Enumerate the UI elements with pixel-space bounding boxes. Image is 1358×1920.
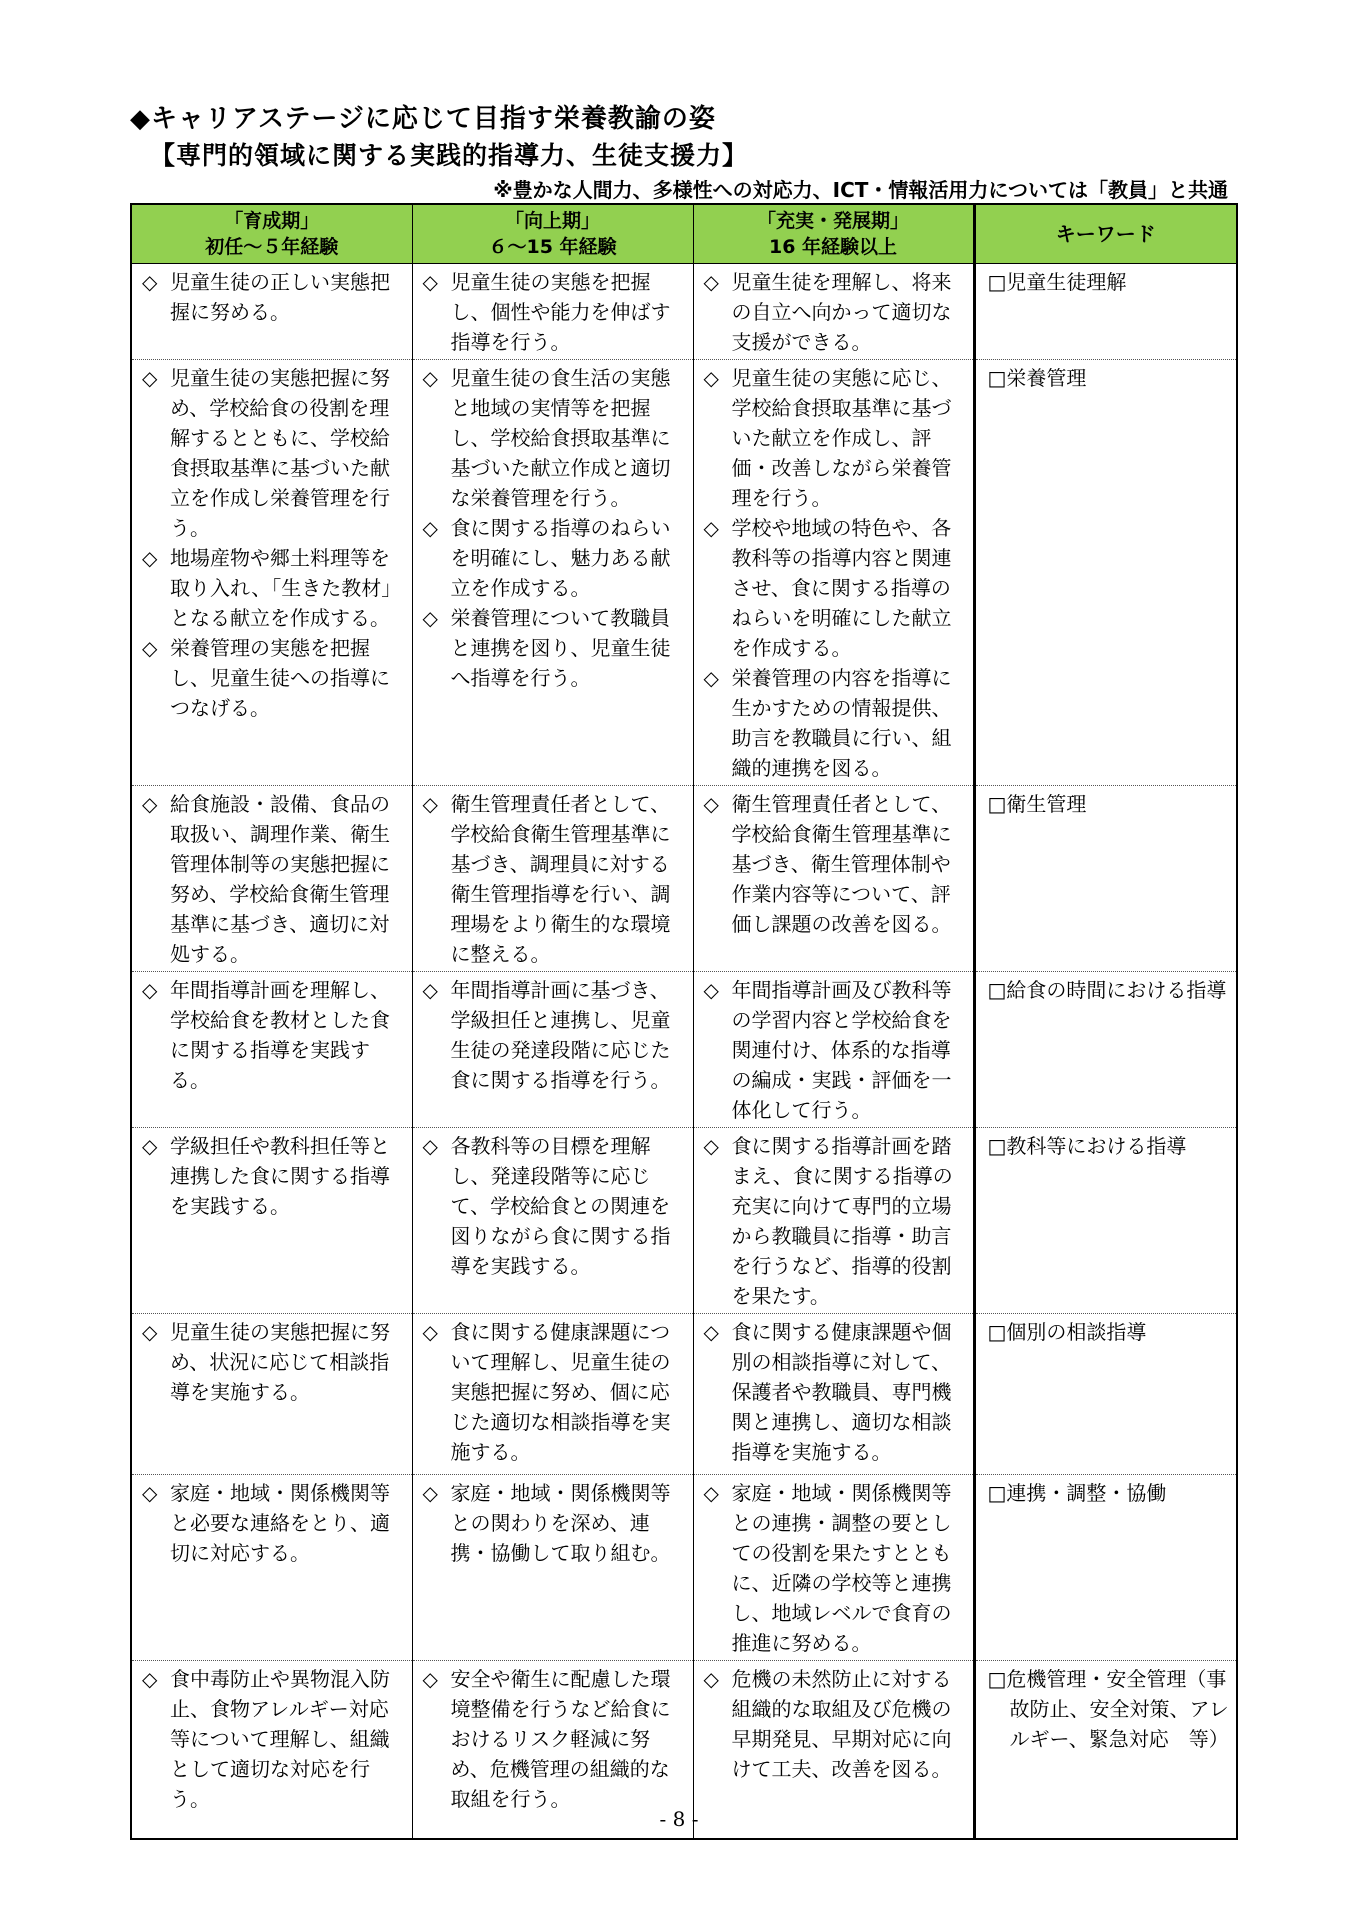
diamond-bullet-icon: ◇ bbox=[422, 270, 438, 294]
bullet-item bbox=[423, 363, 687, 513]
diamond-bullet-icon: ◇ bbox=[703, 1667, 719, 1691]
stage-cell bbox=[131, 1128, 412, 1314]
header-keyword: キーワード bbox=[974, 204, 1237, 264]
stage-cell bbox=[131, 786, 412, 972]
bullet-item bbox=[704, 1664, 967, 1784]
stage-cell bbox=[693, 360, 974, 786]
stage-cell bbox=[693, 1475, 974, 1661]
item-text: 家庭・地域・関係機関等と必要な連絡をとり、適切に対応する。 bbox=[170, 1481, 390, 1565]
diamond-bullet-icon: ◇ bbox=[422, 792, 438, 816]
stage-cell bbox=[412, 972, 693, 1128]
item-text: 児童生徒の実態把握に努め、状況に応じて相談指導を実施する。 bbox=[170, 1320, 390, 1404]
item-text: 地場産物や郷土料理等を取り入れ、「生きた教材」となる献立を作成する。 bbox=[170, 546, 402, 630]
bullet-item bbox=[423, 789, 687, 969]
diamond-bullet-icon: ◇ bbox=[422, 1320, 438, 1344]
diamond-bullet-icon: ◇ bbox=[703, 1481, 719, 1505]
keyword-text: □教科等における指導 bbox=[987, 1134, 1187, 1158]
diamond-bullet-icon: ◇ bbox=[422, 366, 438, 390]
diamond-bullet-icon: ◇ bbox=[142, 270, 158, 294]
item-text: 栄養管理の実態を把握し、児童生徒への指導につなげる。 bbox=[170, 636, 390, 720]
diamond-bullet-icon: ◇ bbox=[142, 978, 158, 1002]
diamond-bullet-icon: ◇ bbox=[142, 366, 158, 390]
keyword-text: □個別の相談指導 bbox=[987, 1320, 1147, 1344]
table-row bbox=[131, 360, 1237, 786]
table-row bbox=[131, 1128, 1237, 1314]
keyword-cell bbox=[974, 1128, 1237, 1314]
bullet-item bbox=[142, 633, 406, 723]
bullet-item bbox=[142, 789, 406, 969]
bullet-item bbox=[423, 267, 687, 357]
bullet-item bbox=[704, 1478, 967, 1658]
stage-cell bbox=[693, 264, 974, 360]
diamond-bullet-icon: ◇ bbox=[703, 270, 719, 294]
bullet-item bbox=[142, 1478, 406, 1568]
diamond-bullet-icon: ◇ bbox=[142, 1134, 158, 1158]
stage-cell bbox=[131, 1314, 412, 1475]
bullet-item bbox=[142, 975, 406, 1095]
item-text: 学校や地域の特色や、各教科等の指導内容と関連させ、食に関する指導のねらいを明確にした献立を作成する。 bbox=[731, 516, 952, 660]
stage-cell bbox=[693, 1314, 974, 1475]
item-text: 児童生徒を理解し、将来の自立へ向かって適切な支援ができる。 bbox=[731, 270, 952, 354]
bullet-item bbox=[142, 1664, 406, 1814]
keyword-cell bbox=[974, 1314, 1237, 1475]
item-text: 家庭・地域・関係機関等との連携・調整の要としての役割を果たすとともに、近隣の学校等と連携し、地域レベルで食育の推進に努める。 bbox=[731, 1481, 952, 1655]
diamond-bullet-icon: ◇ bbox=[703, 516, 719, 540]
keyword-cell bbox=[974, 1475, 1237, 1661]
section-subtitle: 【専門的領域に関する実践的指導力、生徒支援力】 bbox=[150, 141, 749, 170]
item-text: 危機の未然防止に対する組織的な取組及び危機の早期発見、早期対応に向けて工夫、改善を図る。 bbox=[731, 1667, 952, 1781]
diamond-bullet-icon: ◇ bbox=[142, 636, 158, 660]
stage-cell bbox=[412, 1128, 693, 1314]
item-text: 安全や衛生に配慮した環境整備を行うなど給食におけるリスク軽減に努め、危機管理の組織的な取組を行う。 bbox=[450, 1667, 671, 1811]
bullet-item bbox=[423, 1664, 687, 1814]
item-text: 衛生管理責任者として、学校給食衛生管理基準に基づき、調理員に対する衛生管理指導を行い、調理場をより衛生的な環境に整える。 bbox=[450, 792, 671, 966]
bullet-item bbox=[704, 1131, 967, 1311]
item-text: 児童生徒の実態に応じ、学校給食摂取基準に基づいた献立を作成し、評価・改善しながら栄養管理を行う。 bbox=[731, 366, 952, 510]
page-title: ◆キャリアステージに応じて目指す栄養教諭の姿 bbox=[130, 104, 716, 134]
diamond-bullet-icon: ◇ bbox=[142, 1481, 158, 1505]
item-text: 給食施設・設備、食品の取扱い、調理作業、衛生管理体制等の実態把握に努め、学校給食衛生管理基準に基づき、適切に対処する。 bbox=[170, 792, 390, 966]
table-row bbox=[131, 264, 1237, 360]
diamond-bullet-icon: ◇ bbox=[422, 1667, 438, 1691]
bullet-item bbox=[704, 789, 967, 939]
keyword-text: □危機管理・安全管理（事故防止、安全対策、アレルギー、緊急対応 等） bbox=[987, 1667, 1229, 1751]
stage-cell bbox=[131, 1475, 412, 1661]
diamond-bullet-icon: ◇ bbox=[703, 1134, 719, 1158]
diamond-bullet-icon: ◇ bbox=[422, 516, 438, 540]
diamond-bullet-icon: ◇ bbox=[142, 792, 158, 816]
header-jujitsu: 「充実・発展期」 16 年経験以上 bbox=[693, 204, 974, 264]
bullet-item bbox=[142, 543, 406, 633]
table-row bbox=[131, 786, 1237, 972]
bullet-item bbox=[142, 363, 406, 543]
item-text: 食に関する健康課題について理解し、児童生徒の実態把握に努め、個に応じた適切な相談指導を実施する。 bbox=[450, 1320, 671, 1464]
keyword-text: □衛生管理 bbox=[987, 792, 1087, 816]
table-header-row bbox=[131, 204, 1237, 264]
stage-cell bbox=[412, 1475, 693, 1661]
diamond-bullet-icon: ◇ bbox=[142, 1667, 158, 1691]
bullet-item bbox=[704, 513, 967, 663]
stage-cell bbox=[693, 786, 974, 972]
diamond-bullet-icon: ◇ bbox=[422, 606, 438, 630]
keyword-text: □児童生徒理解 bbox=[987, 270, 1127, 294]
item-text: 食に関する健康課題や個別の相談指導に対して、保護者や教職員、専門機関と連携し、適切な相談指導を実施する。 bbox=[731, 1320, 952, 1464]
stage-cell bbox=[412, 786, 693, 972]
item-text: 年間指導計画に基づき、学級担任と連携し、児童生徒の発達段階に応じた食に関する指導を行う。 bbox=[450, 978, 671, 1092]
bullet-item bbox=[423, 513, 687, 603]
bullet-item bbox=[704, 663, 967, 783]
keyword-cell bbox=[974, 360, 1237, 786]
item-text: 児童生徒の食生活の実態と地域の実情等を把握し、学校給食摂取基準に基づいた献立作成と適切な栄養管理を行う。 bbox=[450, 366, 671, 510]
item-text: 栄養管理の内容を指導に生かすための情報提供、助言を教職員に行い、組織的連携を図る。 bbox=[731, 666, 952, 780]
table-row bbox=[131, 1475, 1237, 1661]
diamond-bullet-icon: ◇ bbox=[703, 666, 719, 690]
item-text: 各教科等の目標を理解し、発達段階等に応じて、学校給食との関連を図りながら食に関する指導を実践する。 bbox=[450, 1134, 671, 1278]
bullet-item bbox=[423, 1478, 687, 1568]
item-text: 児童生徒の実態を把握し、個性や能力を伸ばす指導を行う。 bbox=[450, 270, 671, 354]
diamond-bullet-icon: ◇ bbox=[703, 792, 719, 816]
stage-cell bbox=[131, 360, 412, 786]
stage-cell bbox=[412, 360, 693, 786]
keyword-text: □給食の時間における指導 bbox=[987, 978, 1227, 1002]
keyword-cell bbox=[974, 786, 1237, 972]
bullet-item bbox=[423, 603, 687, 693]
table-row bbox=[131, 972, 1237, 1128]
header-kojo: 「向上期」 ６～15 年経験 bbox=[412, 204, 693, 264]
item-text: 食に関する指導のねらいを明確にし、魅力ある献立を作成する。 bbox=[450, 516, 671, 600]
table-row bbox=[131, 1314, 1237, 1475]
diamond-bullet-icon: ◇ bbox=[142, 1320, 158, 1344]
bullet-item bbox=[142, 1317, 406, 1407]
stage-cell bbox=[693, 1128, 974, 1314]
diamond-bullet-icon: ◇ bbox=[422, 978, 438, 1002]
item-text: 年間指導計画及び教科等の学習内容と学校給食を関連付け、体系的な指導の編成・実践・評価を一体化して行う。 bbox=[731, 978, 952, 1122]
item-text: 食中毒防止や異物混入防止、食物アレルギー対応等について理解し、組織として適切な対応を行う。 bbox=[170, 1667, 390, 1811]
diamond-bullet-icon: ◇ bbox=[422, 1134, 438, 1158]
diamond-bullet-icon: ◇ bbox=[703, 366, 719, 390]
keyword-cell bbox=[974, 264, 1237, 360]
item-text: 学級担任や教科担任等と連携した食に関する指導を実践する。 bbox=[170, 1134, 390, 1218]
diamond-bullet-icon: ◇ bbox=[703, 978, 719, 1002]
diamond-bullet-icon: ◇ bbox=[703, 1320, 719, 1344]
stage-cell bbox=[412, 264, 693, 360]
bullet-item bbox=[142, 1131, 406, 1221]
bullet-item bbox=[423, 975, 687, 1095]
keyword-text: □連携・調整・協働 bbox=[987, 1481, 1167, 1505]
bullet-item bbox=[704, 1317, 967, 1467]
stage-cell bbox=[693, 972, 974, 1128]
item-text: 衛生管理責任者として、学校給食衛生管理基準に基づき、衛生管理体制や作業内容等について、評価し課題の改善を図る。 bbox=[731, 792, 952, 936]
common-note: ※豊かな人間力、多様性への対応力、ICT・情報活用力については「教員」と共通 bbox=[493, 178, 1228, 202]
stage-cell bbox=[412, 1314, 693, 1475]
item-text: 家庭・地域・関係機関等との関わりを深め、連携・協働して取り組む。 bbox=[450, 1481, 671, 1565]
stage-cell bbox=[131, 264, 412, 360]
diamond-bullet-icon: ◇ bbox=[142, 546, 158, 570]
bullet-item bbox=[423, 1131, 687, 1281]
stage-cell bbox=[131, 972, 412, 1128]
page-number: - 8 - bbox=[659, 1807, 699, 1831]
keyword-text: □栄養管理 bbox=[987, 366, 1087, 390]
item-text: 栄養管理について教職員と連携を図り、児童生徒へ指導を行う。 bbox=[450, 606, 671, 690]
bullet-item bbox=[704, 267, 967, 357]
item-text: 食に関する指導計画を踏まえ、食に関する指導の充実に向けて専門的立場から教職員に指導・助言を行うなど、指導的役割を果たす。 bbox=[731, 1134, 953, 1308]
item-text: 児童生徒の正しい実態把握に努める。 bbox=[170, 270, 390, 324]
bullet-item bbox=[423, 1317, 687, 1467]
career-stage-table bbox=[130, 203, 1238, 1840]
bullet-item bbox=[142, 267, 406, 327]
header-ikusei: 「育成期」 初任～５年経験 bbox=[131, 204, 412, 264]
diamond-bullet-icon: ◇ bbox=[422, 1481, 438, 1505]
bullet-item bbox=[704, 975, 967, 1125]
bullet-item bbox=[704, 363, 967, 513]
item-text: 年間指導計画を理解し、学校給食を教材とした食に関する指導を実践する。 bbox=[170, 978, 390, 1092]
keyword-cell bbox=[974, 972, 1237, 1128]
item-text: 児童生徒の実態把握に努め、学校給食の役割を理解するとともに、学校給食摂取基準に基づいた献立を作成し栄養管理を行う。 bbox=[170, 366, 390, 540]
